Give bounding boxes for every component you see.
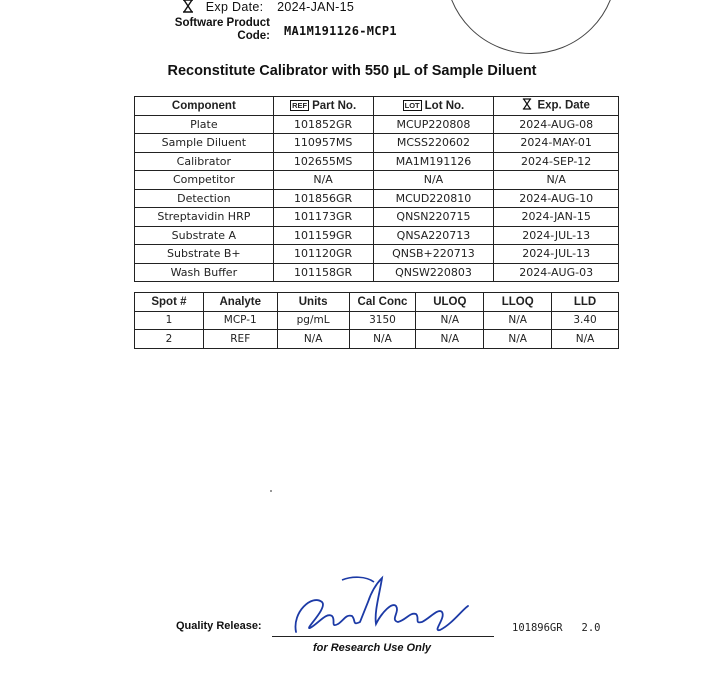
table-row: Substrate B+ 101120GR QNSB+220713 2024-JUL-13 xyxy=(135,245,619,264)
ref-icon: REF xyxy=(292,101,308,111)
col-header-component: Component xyxy=(135,97,274,116)
table-row: Plate 101852GR MCUP220808 2024-AUG-08 xyxy=(135,115,619,134)
signature-line xyxy=(272,636,494,637)
hourglass-icon xyxy=(182,0,194,16)
col-header-lld: LLD xyxy=(552,293,619,312)
scan-speck xyxy=(270,490,272,492)
software-product-label: Software Product Code: xyxy=(174,17,270,42)
col-header-analyte: Analyte xyxy=(203,293,277,312)
table-row: 2 REF N/A N/A N/A N/A N/A xyxy=(135,330,619,349)
table-row: Substrate A 101159GR QNSA220713 2024-JUL-13 xyxy=(135,226,619,245)
components-table xyxy=(134,96,619,282)
table-row: Sample Diluent 110957MS MCSS220602 2024-MAY-01 xyxy=(135,134,619,153)
table-row: Wash Buffer 101158GR QNSW220803 2024-AUG-03 xyxy=(135,263,619,282)
col-header-part-no: REF Part No. xyxy=(273,97,373,116)
lot-icon: LOT xyxy=(404,101,420,111)
col-header-exp-date: Exp. Date xyxy=(494,97,619,116)
exp-date-value: 2024-JAN-15 xyxy=(277,0,355,14)
exp-date-row xyxy=(182,0,354,16)
signature xyxy=(282,572,482,644)
spot-table xyxy=(134,292,619,349)
quality-release-label: Quality Release: xyxy=(176,620,262,632)
hourglass-icon xyxy=(522,98,532,113)
table-row: Calibrator 102655MS MA1M191126 2024-SEP-12 xyxy=(135,152,619,171)
research-use-note: for Research Use Only xyxy=(313,642,431,654)
table-row: Detection 101856GR MCUD220810 2024-AUG-10 xyxy=(135,189,619,208)
exp-date-label: Exp Date: xyxy=(205,0,264,14)
col-header-units: Units xyxy=(277,293,349,312)
col-header-lot-no: LOT Lot No. xyxy=(373,97,494,116)
page-title: Reconstitute Calibrator with 550 µL of Sample Diluent xyxy=(167,63,537,79)
col-header-spot: Spot # xyxy=(135,293,204,312)
col-header-lloq: LLOQ xyxy=(484,293,552,312)
seal-circle xyxy=(445,0,617,54)
table-row: Streptavidin HRP 101173GR QNSN220715 2024-JAN-15 xyxy=(135,208,619,227)
table-row: Competitor N/A N/A N/A xyxy=(135,171,619,190)
document-number: 101896GR 2.0 xyxy=(512,622,601,634)
col-header-cal-conc: Cal Conc xyxy=(349,293,416,312)
col-header-uloq: ULOQ xyxy=(416,293,484,312)
table-row: 1 MCP-1 pg/mL 3150 N/A N/A 3.40 xyxy=(135,311,619,330)
software-product-code: MA1M191126-MCP1 xyxy=(284,24,397,38)
